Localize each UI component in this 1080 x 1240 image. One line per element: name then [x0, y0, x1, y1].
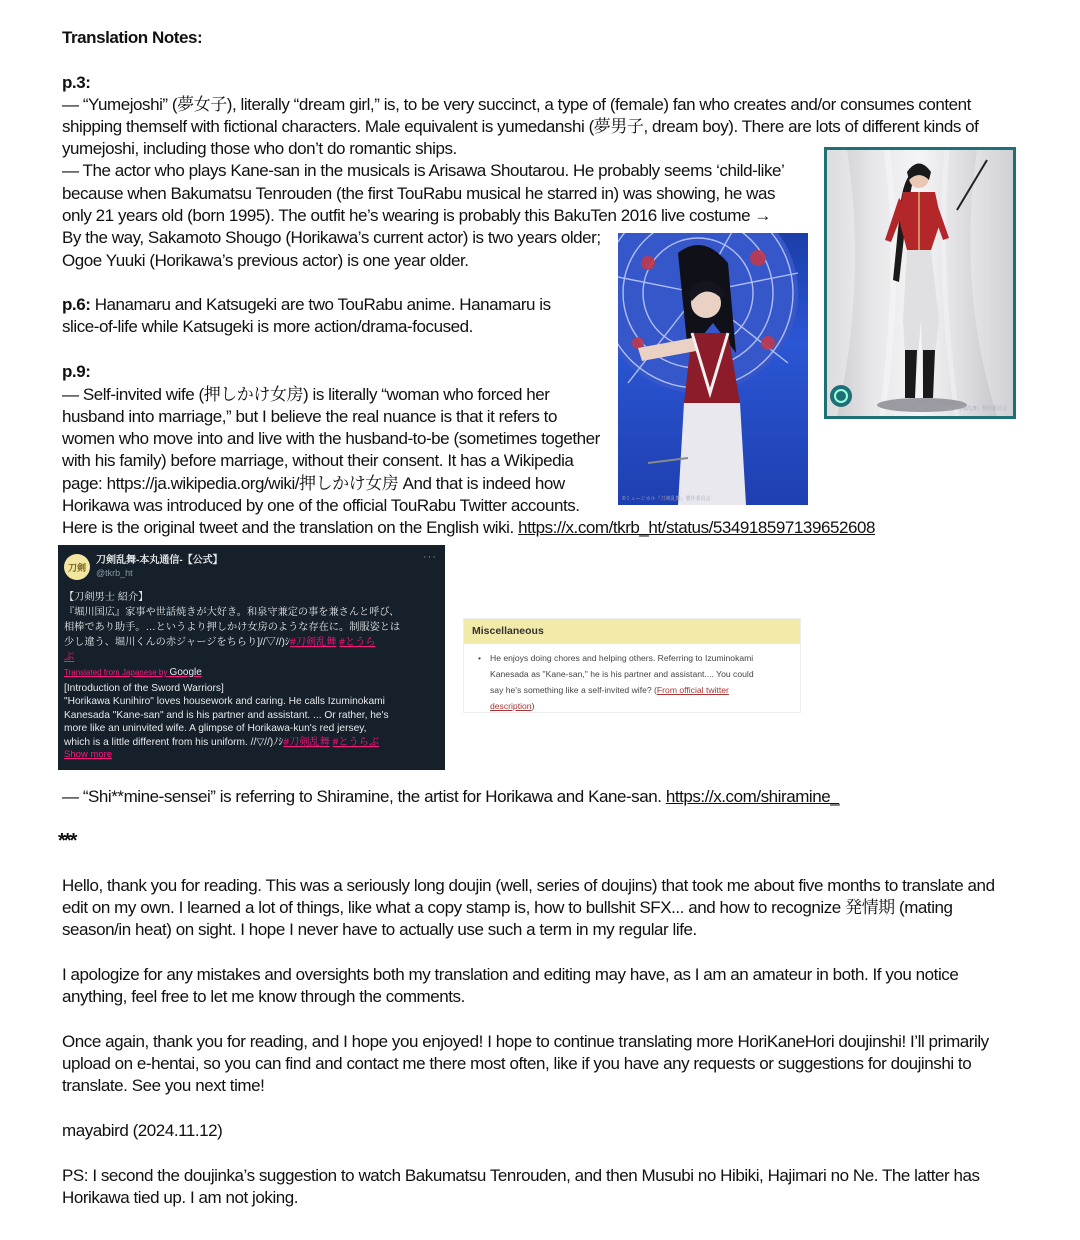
tweet-japanese-text: [64, 590, 439, 665]
tweet-screenshot: [58, 545, 445, 770]
ps-line: PS: I second the doujinka’s suggestion to watch Bakumatsu Tenrouden, and then Musubi no Hibiki, Hajimari no Ne. The latter has: [62, 1166, 980, 1185]
afterword-line: Hello, thank you for reading. This was a seriously long doujin (well, series of doujins) that took me about five months to translate and: [62, 876, 995, 895]
afterword-line: edit on my own. I learned a lot of things, like what a copy stamp is, how to bullshit SFX... and how to recognize 発情期 (mating: [62, 898, 953, 917]
tweet-author-handle: @tkrb_ht: [96, 568, 133, 578]
hashtag-link[interactable]: ぶ: [64, 652, 75, 663]
afterword-line: Once again, thank you for reading, and I hope you enjoyed! I hope to continue translating more HoriKaneHori doujinshi! I’ll primarily: [62, 1032, 989, 1051]
tweet-line: [64, 635, 439, 650]
tweet-line: 相棒であり助手。…というより押しかけ女房のような存在に。制服姿とは: [64, 622, 401, 633]
p9-line: Horikawa was introduced by one of the official TouRabu Twitter accounts.: [62, 496, 580, 515]
tweet-line: more like an uninvited wife. A glimpse of Horikawa-kun's red jersey,: [64, 723, 367, 735]
wiki-bullet: [464, 644, 800, 714]
p3-line: shipping themself with fictional characters. Male equivalent is yumedanshi (夢男子, dream boy). There are lots of different kinds of: [62, 117, 979, 136]
photo-caption: ©ミュージカル『刀剣乱舞』製作委員会: [918, 406, 1007, 412]
wiki-line: He enjoys doing chores and helping others. Referring to Izuminokami: [490, 653, 754, 663]
p3-heading: p.3:: [62, 73, 91, 92]
tweet-line: 【刀剣男士 紹介】: [64, 592, 149, 603]
p3-line: By the way, Sakamoto Shougo (Horikawa’s current actor) is two years older;: [62, 228, 601, 247]
p6-line: [62, 294, 551, 316]
bullet-icon: •: [478, 653, 482, 663]
official-twitter-link[interactable]: From official twitter: [656, 685, 729, 695]
p6-line: slice-of-life while Katsugeki is more action/drama-focused.: [62, 317, 473, 336]
show-more-link[interactable]: Show more: [64, 749, 113, 761]
afterword-line: anything, feel free to let me know through the comments.: [62, 987, 465, 1006]
p9-line: — Self-invited wife (押しかけ女房) is literally “woman who forced her: [62, 385, 550, 404]
tweet-header: [64, 552, 439, 582]
wiki-section-heading: Miscellaneous: [464, 619, 800, 644]
p3-line: only 21 years old (born 1995). The outfit he’s wearing is probably this BakuTen 2016 live costume →: [62, 206, 771, 225]
official-twitter-link[interactable]: description: [490, 701, 532, 711]
wiki-excerpt: [463, 618, 801, 713]
ps-line: Horikawa tied up. I am not joking.: [62, 1188, 299, 1207]
p3-line: — “Yumejoshi” (夢女子), literally “dream girl,” is, to be very succinct, a type of (female) fan who creates and/or consumes content: [62, 95, 971, 114]
more-options-icon[interactable]: ···: [423, 551, 437, 563]
wiki-text: ): [531, 701, 535, 711]
p9-heading: p.9:: [62, 362, 91, 381]
tweet-link[interactable]: https://x.com/tkrb_ht/status/534918597139652608: [518, 518, 875, 537]
wiki-line: [490, 682, 792, 698]
translated-label[interactable]: Translated from Japanese by: [64, 668, 168, 677]
afterword-line: season/in heat) on sight. I hope I never have to actually use such a term in my regular life.: [62, 920, 697, 939]
signature: mayabird (2024.11.12): [62, 1121, 223, 1140]
wiki-line: [490, 698, 792, 714]
tweet-english-text: [64, 682, 439, 749]
wiki-line: Kanesada as "Kane-san," he is his partner and assistant.... You could: [490, 669, 754, 679]
afterword-line: translate. See you next time!: [62, 1076, 265, 1095]
p6-heading: p.6:: [62, 295, 91, 314]
wiki-text: say he's something like a self-invited wife? (: [490, 685, 657, 695]
tweet-text: 少し違う、堀川くんの赤ジャージをちらり]//▽//)ｼ: [64, 637, 290, 648]
shiramine-text: — “Shi**mine-sensei” is referring to Shiramine, the artist for Horikawa and Kane-san.: [62, 787, 662, 806]
tweet-line: "Horikawa Kunihiro" loves housework and caring. He calls Izuminokami: [64, 696, 385, 708]
afterword-line: I apologize for any mistakes and oversights both my translation and editing may have, as I am an amateur in both. If you notice: [62, 965, 959, 984]
tweet-line: [Introduction of the Sword Warriors]: [64, 683, 224, 694]
hashtag-link[interactable]: #とうらぶ: [332, 736, 380, 748]
p9-line: with his family) before marriage, without their consent. It has a Wikipedia: [62, 451, 574, 470]
p9-text: Here is the original tweet and the translation on the English wiki.: [62, 518, 514, 537]
p3-line: yumejoshi, including those who don’t do romantic ships.: [62, 139, 457, 158]
p3-line: because when Bakumatsu Tenrouden (the first TouRabu musical he starred in) was showing, he was: [62, 184, 776, 203]
hashtag-link[interactable]: #刀剣乱舞: [283, 736, 330, 748]
section-separator: ***: [58, 830, 76, 852]
hashtag-link[interactable]: #刀剣乱舞: [289, 637, 337, 648]
avatar: 刀剣: [64, 554, 90, 580]
hashtag-link[interactable]: #とうら: [339, 637, 376, 648]
shiramine-line: [62, 786, 839, 808]
afterword-line: upload on e-hentai, so you can find and contact me there most often, like if you have any requests or suggestions for doujinshi to: [62, 1054, 972, 1073]
notes-title: Translation Notes:: [62, 28, 203, 47]
umbrella-photo: [618, 233, 808, 505]
translation-attribution[interactable]: [64, 667, 439, 678]
tweet-line: Kanesada "Kane-san" and is his partner and assistant. ... Or rather, he's: [64, 709, 389, 721]
tweet-line: [64, 736, 439, 749]
p9-line: women who move into and live with the husband-to-be (sometimes together: [62, 429, 600, 448]
p9-line: husband into marriage,” but I believe the real nuance is that it refers to: [62, 407, 557, 426]
google-logo: Google: [169, 667, 202, 678]
tweet-line: 『堀川国広』家事や世話焼きが大好き。和泉守兼定の事を兼さんと呼び、: [64, 607, 400, 618]
p3-line: Ogoe Yuuki (Horikawa’s previous actor) is one year older.: [62, 251, 469, 270]
p9-line: [62, 517, 875, 539]
p9-line: page: https://ja.wikipedia.org/wiki/押しかけ女房 And that is indeed how: [62, 474, 565, 493]
tweet-text: which is a little different from his uniform. //▽//)ﾉｼ: [64, 736, 284, 748]
tweet-author-name: 刀剣乱舞-本丸通信-【公式】: [96, 555, 223, 566]
shiramine-link[interactable]: https://x.com/shiramine_: [665, 787, 840, 806]
p6-text: Hanamaru and Katsugeki are two TouRabu anime. Hanamaru is: [94, 295, 551, 314]
p3-line: — The actor who plays Kane-san in the musicals is Arisawa Shoutarou. He probably seems ‘child-like’: [62, 161, 785, 180]
costume-photo: [824, 147, 1016, 419]
photo-caption: ©ミュージカル『刀剣乱舞』製作委員会: [622, 496, 711, 502]
